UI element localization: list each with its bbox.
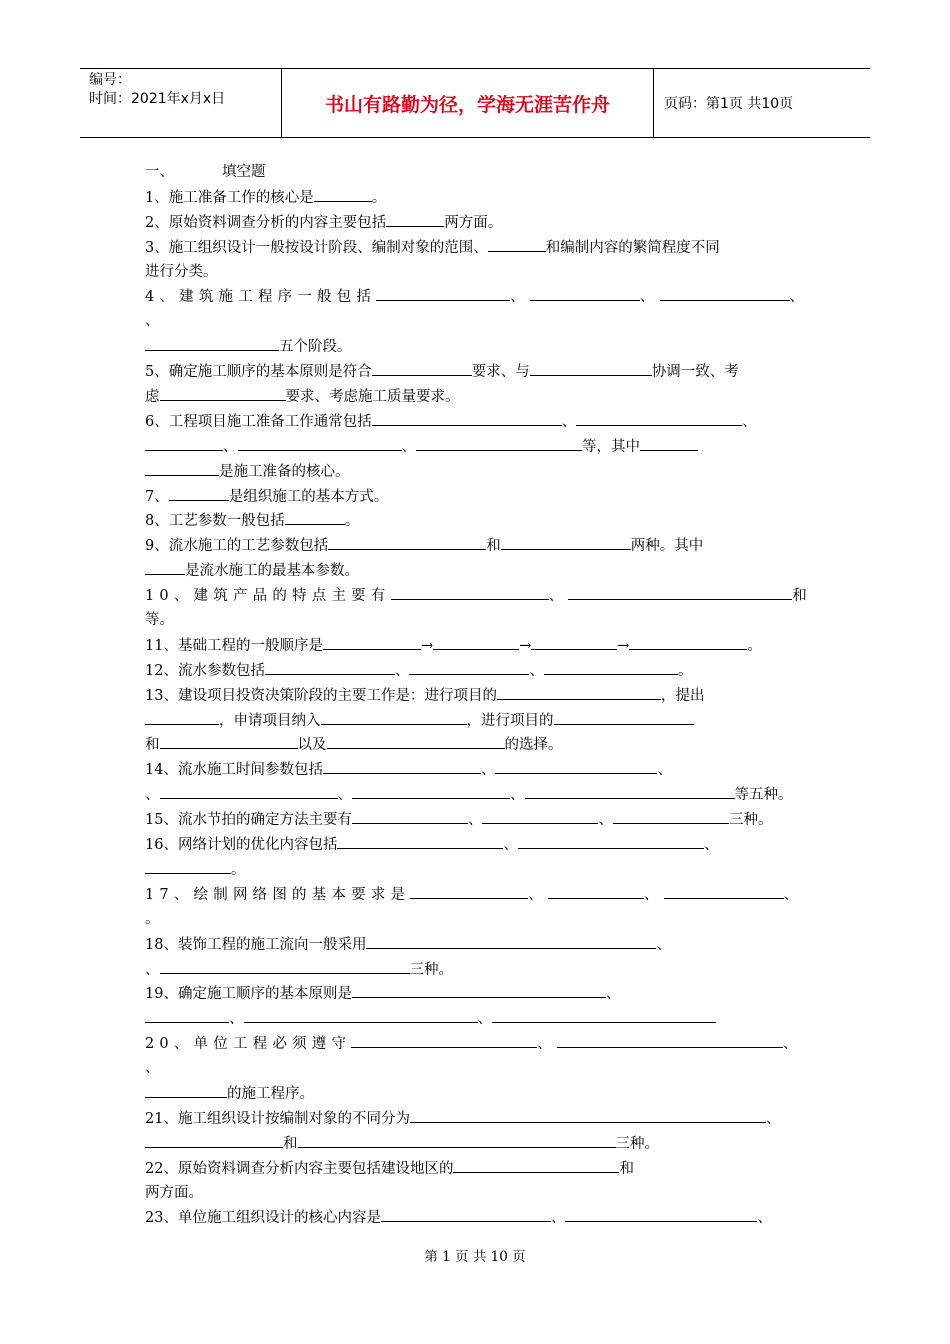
answer-blank [145,434,223,451]
question-15: 15、流水节拍的确定方法主要有 、 、 三种。 [145,807,810,832]
answer-blank [554,708,694,725]
answer-blank [145,1006,229,1023]
header-page-cell [654,69,870,137]
answer-blank [327,732,505,749]
answer-blank [160,957,410,974]
page-label: 页码：第1页 共10页 [664,96,794,112]
answer-blank [381,1205,551,1222]
answer-blank [525,782,735,799]
question-10-cont: 等。 [145,612,174,629]
answer-blank [351,1031,537,1048]
answer-blank [372,359,472,376]
question-8: 8、工艺参数一般包括 。 [145,508,810,533]
answer-blank [613,807,729,824]
answer-blank [664,882,784,899]
question-22: 22、原始资料调查分析内容主要包括建设地区的 和 [145,1156,810,1181]
answer-blank [576,409,742,426]
question-13-cont: 和 以及 的选择。 [145,732,810,757]
answer-blank [410,1106,766,1123]
answer-blank [244,1006,478,1023]
answer-blank [352,807,468,824]
answer-blank [410,882,528,899]
time-label: 时间：2021年x月x日 [89,91,226,107]
answer-blank [366,932,656,949]
page-header [80,68,870,138]
question-1: 1、施工准备工作的核心是 。 [145,185,810,210]
answer-blank [530,359,652,376]
answer-blank [497,683,661,700]
question-22-cont: 两方面。 [145,1184,203,1201]
answer-blank [568,583,792,600]
question-14: 14、流水施工时间参数包括 、 、 [145,757,810,782]
question-3: 3、施工组织设计一般按设计阶段、编制对象的范围、 和编制内容的繁简程度不同 [145,235,810,260]
question-23: 23、单位施工组织设计的核心内容是 、 、 [145,1205,810,1230]
question-6-cont: 是施工准备的核心。 [145,459,810,484]
question-content [145,160,810,1230]
answer-blank [530,284,640,301]
question-18-cont: 、 三种。 [145,957,810,982]
question-21-cont: 和 三种。 [145,1131,810,1156]
answer-blank [145,1131,283,1148]
question-6: 6、工程项目施工准备工作通常包括 、 、 [145,409,810,434]
question-18: 18、装饰工程的施工流向一般采用 、 [145,932,810,957]
answer-blank [501,533,631,550]
answer-blank [518,832,704,849]
question-10: 10、建筑产品的特点主要有 、 和 [145,583,810,608]
question-4-cont: 、 [145,313,160,330]
answer-blank [323,633,421,650]
answer-blank [145,708,219,725]
answer-blank [160,782,338,799]
answer-blank [265,658,395,675]
question-13-cont: ，申请项目纳入 ，进行项目的 [145,708,810,733]
question-6-cont: 、 、 等，其中 [145,434,810,459]
answer-blank [416,434,582,451]
answer-blank [145,1081,227,1098]
question-2: 2、原始资料调查分析的内容主要包括 两方面。 [145,210,810,235]
question-16: 16、网络计划的优化内容包括 、 、 [145,832,810,857]
answer-blank [433,633,519,650]
answer-blank [238,434,402,451]
section-title: 填空题 [222,164,266,180]
answer-blank [314,185,372,202]
answer-blank [629,633,747,650]
question-14-cont: 、 、 、 等五种。 [145,782,810,807]
question-21: 21、施工组织设计按编制对象的不同分为 、 [145,1106,810,1131]
answer-blank [285,508,345,525]
question-20: 20、单位工程必须遵守 、 、 [145,1031,810,1056]
header-motto-cell [282,69,654,137]
answer-blank [386,210,444,227]
answer-blank [298,1131,616,1148]
answer-blank [337,832,503,849]
answer-blank [660,284,790,301]
answer-blank [557,1031,783,1048]
question-3-cont: 进行分类。 [145,263,218,280]
motto: 书山有路勤为径，学海无涯苦作舟 [324,93,610,116]
answer-blank [548,882,644,899]
answer-blank [160,732,298,749]
answer-blank [323,757,481,774]
question-5: 5、确定施工顺序的基本原则是符合 要求、与 协调一致、考 [145,359,810,384]
answer-blank [492,1006,716,1023]
answer-blank [321,708,467,725]
answer-blank [352,981,606,998]
answer-blank [531,633,617,650]
question-7: 7、 是组织施工的基本方式。 [145,484,810,509]
answer-blank [328,533,486,550]
number-label: 编号： [89,72,131,88]
question-9: 9、流水施工的工艺参数包括 和 两种。其中 [145,533,810,558]
answer-blank [409,658,529,675]
question-9-cont: 是流水施工的最基本参数。 [145,558,810,583]
answer-blank [160,384,286,401]
question-19: 19、确定施工顺序的基本原则是 、 [145,981,810,1006]
question-13: 13、建设项目投资决策阶段的主要工作是：进行项目的 ，提出 [145,683,810,708]
header-info-cell [80,69,282,137]
question-5-cont: 虑 要求、考虑施工质量要求。 [145,384,810,409]
answer-blank [488,235,546,252]
answer-blank [145,459,219,476]
answer-blank [372,409,562,426]
question-20-cont: 、 [145,1060,160,1077]
answer-blank [640,434,698,451]
answer-blank [145,558,185,575]
question-12: 12、流水参数包括 、 、 。 [145,658,810,683]
question-4-cont: 五个阶段。 [145,334,810,359]
question-16-cont: 。 [145,857,810,882]
answer-blank [352,782,510,799]
answer-blank [376,284,510,301]
question-19-cont: 、 、 [145,1006,810,1031]
answer-blank [495,757,657,774]
answer-blank [145,857,231,874]
question-17: 17、绘制网络图的基本要求是 、 、 、 [145,882,810,907]
answer-blank [169,484,229,501]
answer-blank [544,658,678,675]
question-17-cont: 。 [145,910,160,927]
question-20-cont: 的施工程序。 [145,1081,810,1106]
answer-blank [391,583,549,600]
page-footer: 第 1 页 共 10 页 [424,1249,526,1265]
answer-blank [482,807,598,824]
answer-blank [565,1205,757,1222]
answer-blank [453,1156,619,1173]
question-11: 11、基础工程的一般顺序是 → → → 。 [145,633,810,658]
answer-blank [145,334,279,351]
question-4: 4、建筑施工程序一般包括 、 、 、 [145,284,810,309]
section-heading: 一、 填空题 [145,164,266,180]
